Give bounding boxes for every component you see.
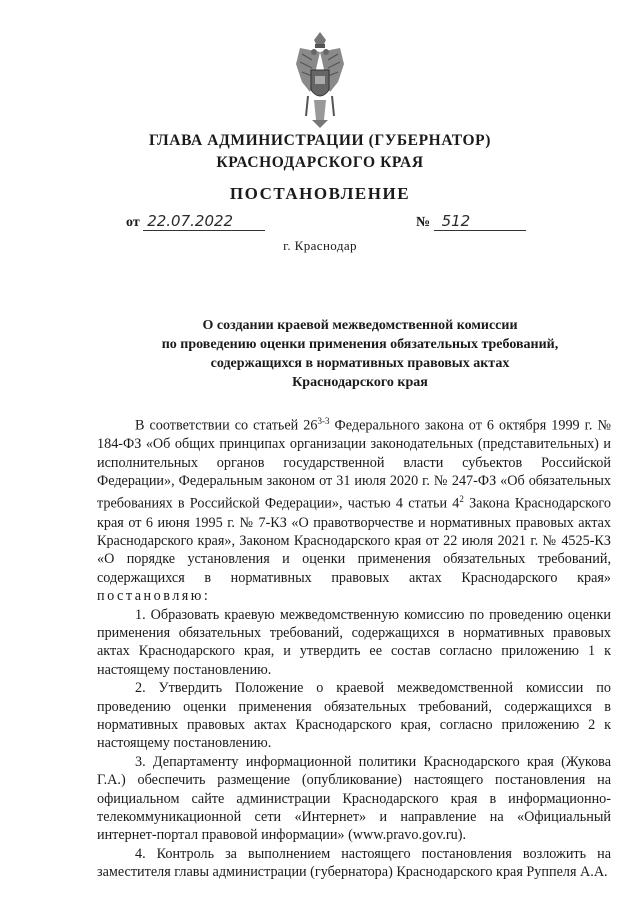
preamble-sup-2: 2 — [459, 494, 464, 505]
resolve-word: постановляю: — [97, 588, 211, 605]
title-line: О создании краевой межведомственной комиссии — [202, 318, 518, 333]
issuer-header — [0, 130, 640, 174]
document-title — [140, 316, 580, 392]
title-line: Краснодарского края — [292, 375, 428, 390]
number-value: 512 — [434, 212, 526, 231]
document-body — [97, 412, 611, 882]
item-paragraph: 1. Образовать краевую межведомственную комиссию по проведению оценки применения обязательных требований, содержащихся в нормативных правовых актах Краснодарского края, и утвердить ее состав согласно приложению 1 к настоящему постановлению. — [97, 606, 611, 678]
item-paragraph: 3. Департаменту информационной политики Краснодарского края (Жукова Г.А.) обеспечить размещение (опубликование) настоящего постановления на официальном сайте администрации Краснодарского края в информационно-телекоммуникационной сети «Интернет» и направление на «Официальный интернет-портал правовой информации» (www.pravo.gov.ru). — [97, 753, 611, 844]
item-paragraph: 2. Утвердить Положение о краевой межведомственной комиссии по проведению оценки применения обязательных требований, содержащихся в нормативных правовых актах Краснодарского края, согласно приложению 2 к настоящему постановлению. — [97, 680, 611, 752]
date-line — [126, 212, 265, 231]
city: г. Краснодар — [283, 238, 357, 253]
document-type: ПОСТАНОВЛЕНИЕ — [229, 184, 411, 203]
item-paragraph: 4. Контроль за выполнением настоящего постановления возложить на заместителя главы администрации (губернатора) Краснодарского края Руппеля А.А. — [97, 845, 611, 881]
preamble-text-3: Закона Краснодарского края от 6 июня 1995 г. № 7-КЗ «О правотворчестве и нормативных правовых актах Краснодарского края», Законом Краснодарского края от 22 июля 2021 г. № 4525-КЗ «О порядке установления и оценки применения обязательных требований, содержащихся в нормативных правовых актах Краснодарского края» — [97, 496, 611, 586]
preamble-text-1: В соответствии со статьей 26 — [135, 417, 318, 434]
preamble-paragraph — [97, 412, 611, 606]
preamble-text-2: Федерального закона от 6 октября 1999 г. № 184-ФЗ «Об общих принципах организации законодательных (представительных) и исполнительных органов государственной власти субъектов Российской Федерации», Федеральным законом от 31 июля 2020 г. № 247-ФЗ «Об обязательных требованиях в Российской Федерации», частью 4 статьи 4 — [97, 417, 611, 513]
number-label: № — [416, 215, 431, 230]
title-line: по проведению оценки применения обязательных требований, — [161, 337, 559, 352]
title-line: содержащихся в нормативных правовых актах — [210, 356, 510, 371]
issuer-line-2: КРАСНОДАРСКОГО КРАЯ — [216, 154, 424, 171]
number-line — [416, 212, 526, 231]
issuer-line-1: ГЛАВА АДМИНИСТРАЦИИ (ГУБЕРНАТОР) — [149, 132, 491, 149]
date-label: от — [126, 215, 140, 230]
preamble-sup-1: 3-3 — [317, 416, 330, 426]
date-value: 22.07.2022 — [143, 212, 265, 231]
coat-of-arms-icon — [296, 30, 344, 130]
